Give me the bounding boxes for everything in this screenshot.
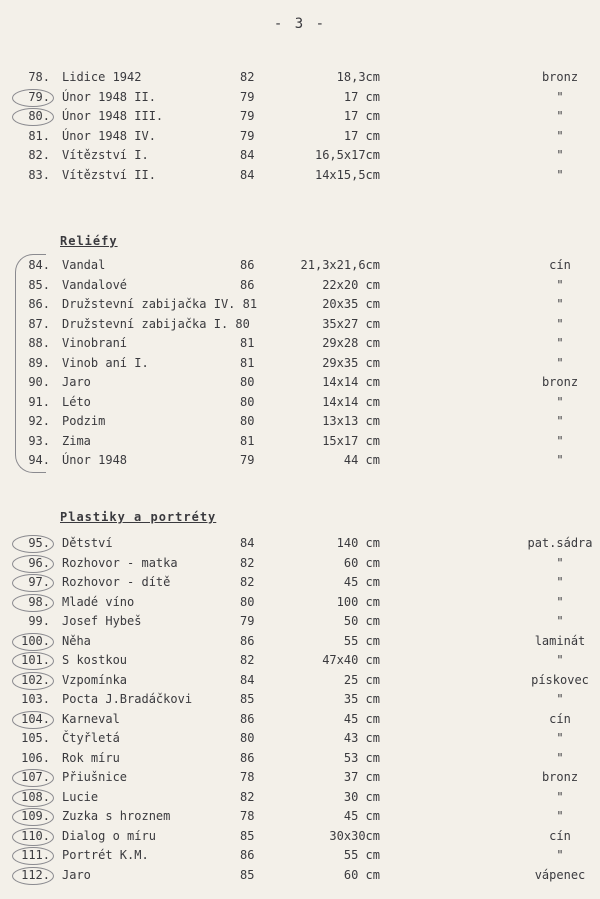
item-number: 92. [28, 414, 50, 428]
item-number: 106. [21, 750, 50, 765]
catalog-row [0, 393, 600, 411]
item-title: Rok míru [62, 750, 120, 765]
item-number: 78. [28, 70, 50, 84]
catalog-row [0, 710, 600, 728]
item-material: " [556, 355, 564, 370]
item-title: Mladé víno [62, 594, 135, 609]
catalog-row [0, 690, 600, 708]
page-number: - 3 - [273, 16, 327, 32]
item-size: 14x15,5cm [314, 167, 380, 182]
item-year: 85 [240, 692, 255, 706]
item-title: Lidice 1942 [62, 70, 142, 84]
item-year: 80 [240, 375, 255, 389]
item-material: " [556, 555, 564, 570]
item-size: 20x35 cm [322, 297, 380, 311]
item-material: " [556, 653, 564, 667]
item-number: 97. [28, 575, 50, 589]
item-title: Čtyřletá [62, 731, 120, 745]
item-number: 79. [28, 89, 50, 104]
item-title: Zima [62, 433, 91, 448]
item-year: 86 [240, 258, 255, 272]
item-material: " [556, 414, 564, 428]
section-heading: Plastiky a portréty [60, 510, 217, 524]
item-size: 13x13 cm [322, 414, 380, 428]
item-material: " [556, 336, 564, 350]
item-size: 35x27 cm [322, 316, 380, 331]
catalog-row [0, 107, 600, 125]
catalog-row [0, 846, 600, 864]
item-size: 37 cm [343, 770, 380, 784]
item-size: 35 cm [343, 692, 380, 706]
item-title: S kostkou [62, 653, 128, 667]
item-material: " [556, 89, 564, 104]
catalog-row [0, 729, 600, 747]
item-size: 30x30cm [329, 828, 380, 843]
item-year: 78 [240, 809, 255, 823]
item-title: Družstevní zabijačka I. 80 [62, 316, 250, 331]
catalog-row [0, 866, 600, 884]
item-size: 45 cm [343, 809, 380, 823]
item-material: pískovec [531, 672, 589, 687]
item-year: 82 [240, 789, 255, 804]
item-title: Pocta J.Bradáčkovi [62, 692, 193, 706]
item-size: 47x40 cm [322, 653, 380, 667]
item-number: 83. [28, 167, 50, 182]
item-size: 18,3cm [336, 70, 380, 84]
item-size: 17 cm [343, 128, 380, 143]
catalog-row [0, 768, 600, 786]
item-number: 112. [21, 867, 50, 882]
item-year: 81 [240, 433, 255, 448]
item-material: " [556, 731, 564, 745]
item-material: " [556, 750, 564, 765]
catalog-row [0, 534, 600, 552]
catalog-row [0, 593, 600, 611]
item-year: 81 [240, 355, 255, 370]
item-size: 29x28 cm [322, 336, 380, 350]
catalog-row [0, 146, 600, 164]
item-material: pat.sádra [527, 536, 593, 550]
item-size: 22x20 cm [322, 277, 380, 292]
catalog-row [0, 749, 600, 767]
catalog-row [0, 827, 600, 845]
item-title: Vítězství I. [62, 148, 149, 162]
item-number: 99. [28, 614, 50, 628]
item-title: Dětství [62, 536, 113, 550]
item-title: Vandalové [62, 277, 128, 292]
catalog-row [0, 554, 600, 572]
item-title: Dialog o míru [62, 828, 156, 843]
item-number: 108. [21, 789, 50, 804]
item-year: 86 [240, 277, 255, 292]
item-number: 109. [21, 809, 50, 823]
item-year: 82 [240, 70, 255, 84]
item-material: " [556, 594, 564, 609]
item-material: " [556, 692, 564, 706]
item-size: 29x35 cm [322, 355, 380, 370]
item-material: " [556, 128, 564, 143]
item-size: 30 cm [343, 789, 380, 804]
item-title: Jaro [62, 375, 91, 389]
item-title: Vinobraní [62, 336, 128, 350]
item-material: " [556, 848, 564, 862]
item-year: 80 [240, 731, 255, 745]
item-title: Družstevní zabijačka IV. 81 [62, 297, 258, 311]
item-size: 60 cm [343, 867, 380, 882]
item-number: 100. [21, 633, 50, 648]
item-year: 79 [240, 109, 255, 123]
catalog-row [0, 412, 600, 430]
item-material: " [556, 789, 564, 804]
item-year: 84 [240, 672, 255, 687]
item-number: 102. [21, 672, 50, 687]
item-material: " [556, 277, 564, 292]
item-title: Vítězství II. [62, 167, 156, 182]
catalog-row [0, 432, 600, 450]
item-size: 43 cm [343, 731, 380, 745]
item-year: 79 [240, 614, 255, 628]
item-material: laminát [534, 633, 586, 648]
catalog-row [0, 651, 600, 669]
item-number: 90. [28, 375, 50, 389]
item-size: 45 cm [343, 711, 380, 726]
catalog-row [0, 354, 600, 372]
item-size: 45 cm [343, 575, 380, 589]
item-number: 94. [28, 453, 50, 467]
item-number: 89. [28, 355, 50, 370]
item-year: 84 [240, 167, 255, 182]
item-size: 17 cm [343, 89, 380, 104]
item-size: 44 cm [343, 453, 380, 467]
item-number: 105. [21, 731, 50, 745]
item-number: 85. [28, 277, 50, 292]
item-material: " [556, 316, 564, 331]
item-number: 101. [21, 653, 50, 667]
catalog-row [0, 166, 600, 184]
item-year: 80 [240, 594, 255, 609]
item-material: cín [549, 711, 571, 726]
item-title: Jaro [62, 867, 91, 882]
catalog-row [0, 788, 600, 806]
catalog-row [0, 68, 600, 86]
item-material: " [556, 394, 564, 409]
catalog-row [0, 807, 600, 825]
catalog-row [0, 127, 600, 145]
item-year: 86 [240, 848, 255, 862]
item-year: 86 [240, 633, 255, 648]
item-number: 80. [28, 109, 50, 123]
catalog-row [0, 671, 600, 689]
item-number: 86. [28, 297, 50, 311]
item-number: 103. [21, 692, 50, 706]
item-title: Josef Hybeš [62, 614, 142, 628]
catalog-row [0, 256, 600, 274]
item-material: cín [549, 828, 571, 843]
catalog-row [0, 295, 600, 313]
catalog-row [0, 276, 600, 294]
catalog-row [0, 315, 600, 333]
item-material: " [556, 614, 564, 628]
item-number: 91. [28, 394, 50, 409]
item-number: 104. [21, 711, 50, 726]
item-number: 110. [21, 828, 50, 843]
item-size: 55 cm [343, 848, 380, 862]
item-material: " [556, 109, 564, 123]
item-year: 80 [240, 394, 255, 409]
item-size: 25 cm [343, 672, 380, 687]
item-title: Portrét K.M. [62, 848, 149, 862]
item-title: Rozhovor - matka [62, 555, 178, 570]
item-size: 14x14 cm [322, 394, 380, 409]
item-year: 81 [240, 336, 255, 350]
item-year: 84 [240, 148, 255, 162]
item-title: Únor 1948 IV. [62, 128, 156, 143]
catalog-row [0, 373, 600, 391]
item-title: Vzpomínka [62, 672, 128, 687]
item-year: 85 [240, 828, 255, 843]
item-year: 79 [240, 128, 255, 143]
section-heading: Reliéfy [60, 234, 118, 248]
item-size: 16,5x17cm [314, 148, 380, 162]
item-size: 21,3x21,6cm [300, 258, 380, 272]
item-title: Léto [62, 394, 91, 409]
item-number: 98. [28, 594, 50, 609]
item-title: Podzim [62, 414, 106, 428]
item-number: 111. [21, 848, 50, 862]
item-size: 50 cm [343, 614, 380, 628]
item-size: 60 cm [343, 555, 380, 570]
item-material: " [556, 575, 564, 589]
item-material: cín [549, 258, 571, 272]
item-number: 107. [21, 770, 50, 784]
item-number: 95. [28, 536, 50, 550]
catalog-row [0, 632, 600, 650]
item-title: Rozhovor - dítě [62, 575, 171, 589]
item-size: 17 cm [343, 109, 380, 123]
item-material: bronz [541, 375, 579, 389]
item-size: 100 cm [336, 594, 380, 609]
item-size: 55 cm [343, 633, 380, 648]
item-material: bronz [541, 770, 579, 784]
item-year: 80 [240, 414, 255, 428]
catalog-row [0, 612, 600, 630]
item-year: 86 [240, 750, 255, 765]
item-number: 81. [28, 128, 50, 143]
item-material: " [556, 453, 564, 467]
item-size: 15x17 cm [322, 433, 380, 448]
item-title: Přiušnice [62, 770, 128, 784]
item-material: bronz [541, 70, 579, 84]
item-year: 78 [240, 770, 255, 784]
item-year: 82 [240, 575, 255, 589]
item-year: 84 [240, 536, 255, 550]
item-title: Vinob aní I. [62, 355, 149, 370]
item-material: " [556, 297, 564, 311]
item-material: " [556, 809, 564, 823]
item-title: Únor 1948 [62, 453, 128, 467]
catalog-row [0, 88, 600, 106]
item-material: " [556, 433, 564, 448]
item-year: 85 [240, 867, 255, 882]
item-year: 86 [240, 711, 255, 726]
item-title: Vandal [62, 258, 106, 272]
item-material: vápenec [534, 867, 586, 882]
item-title: Karneval [62, 711, 120, 726]
item-size: 140 cm [336, 536, 380, 550]
item-title: Zuzka s hroznem [62, 809, 171, 823]
item-title: Únor 1948 II. [62, 89, 156, 104]
item-year: 82 [240, 555, 255, 570]
item-number: 87. [28, 316, 50, 331]
item-size: 14x14 cm [322, 375, 380, 389]
catalog-row [0, 334, 600, 352]
item-year: 79 [240, 453, 255, 467]
item-number: 93. [28, 433, 50, 448]
catalog-row [0, 573, 600, 591]
item-material: " [556, 148, 564, 162]
item-title: Lucie [62, 789, 99, 804]
catalog-row [0, 451, 600, 469]
item-title: Únor 1948 III. [62, 109, 164, 123]
item-material: " [556, 167, 564, 182]
item-year: 82 [240, 653, 255, 667]
item-number: 88. [28, 336, 50, 350]
item-year: 79 [240, 89, 255, 104]
item-size: 53 cm [343, 750, 380, 765]
item-title: Něha [62, 633, 91, 648]
item-number: 84. [28, 258, 50, 272]
item-number: 96. [28, 555, 50, 570]
item-number: 82. [28, 148, 50, 162]
